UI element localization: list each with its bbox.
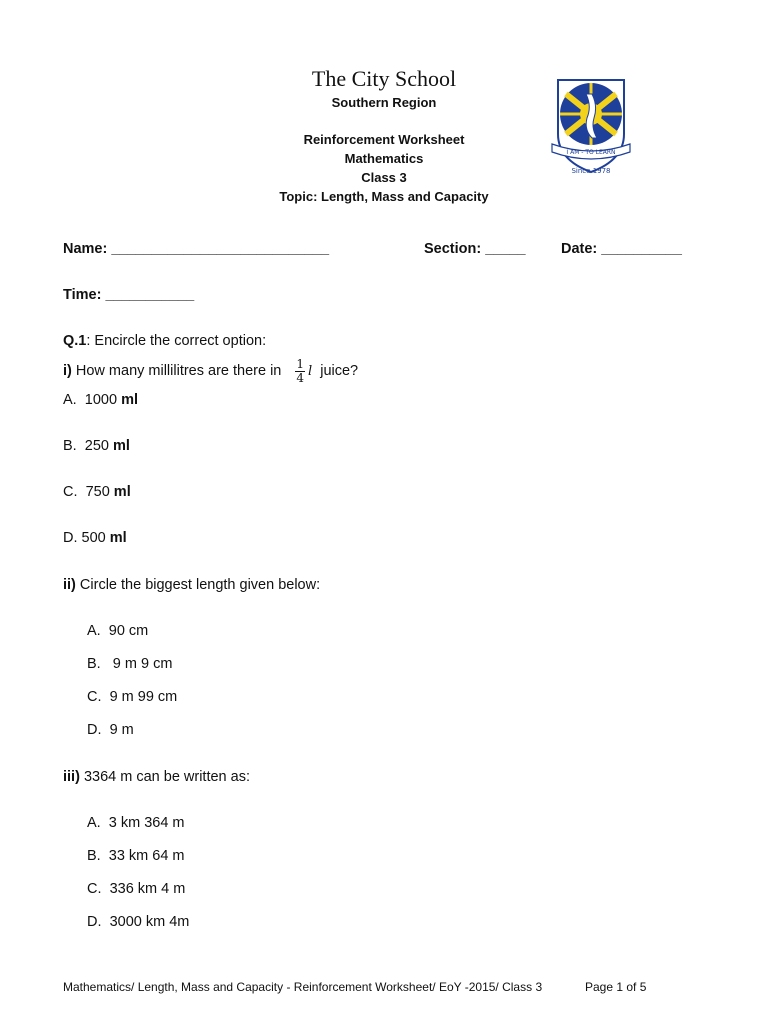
q1-heading <box>63 333 266 349</box>
option-letter: B. <box>63 438 77 454</box>
option-iii-c[interactable] <box>87 881 185 897</box>
class-label: Class 3 <box>361 170 407 185</box>
option-letter: D. <box>87 722 102 738</box>
option-letter: D. <box>63 530 78 546</box>
option-letter: A. <box>87 815 101 831</box>
option-text: 3000 km 4m <box>109 914 190 930</box>
time-field[interactable]: Time: ___________ <box>63 287 195 303</box>
litre-unit: l <box>308 364 313 379</box>
option-letter: C. <box>63 484 78 500</box>
q1-instruction: : Encircle the correct option: <box>86 333 267 349</box>
option-letter: C. <box>87 881 102 897</box>
name-field[interactable]: Name: ___________________________ <box>63 241 330 257</box>
section-field[interactable]: Section: _____ <box>424 241 526 257</box>
option-text: 336 km 4 m <box>109 881 186 897</box>
footer-text: Mathematics/ Length, Mass and Capacity - Reinforcement Worksheet/ EoY -2015/ Class 3 <box>63 980 543 994</box>
worksheet-label: Reinforcement Worksheet <box>303 132 465 147</box>
school-title: The City School <box>311 66 457 91</box>
option-ii-c[interactable] <box>87 689 177 705</box>
question-i-number: i) <box>63 363 72 379</box>
option-text: 9 m 99 cm <box>109 689 178 705</box>
question-ii <box>63 577 320 593</box>
question-i-tail: juice? <box>320 363 359 379</box>
option-i-a[interactable] <box>63 392 138 408</box>
option-value: 250 <box>84 438 109 454</box>
option-value: 750 <box>85 484 110 500</box>
question-i-text: How many millilitres are there in <box>71 363 282 379</box>
option-letter: A. <box>63 392 77 408</box>
option-text: 9 m <box>109 722 134 738</box>
topic-label: Topic: Length, Mass and Capacity <box>279 189 489 204</box>
option-i-b[interactable] <box>63 438 130 454</box>
option-unit: ml <box>113 438 130 454</box>
option-i-d[interactable] <box>63 530 127 546</box>
option-ii-a[interactable] <box>87 623 148 639</box>
question-i <box>63 355 358 388</box>
option-ii-b[interactable] <box>87 656 172 672</box>
q1-label: Q.1 <box>63 333 87 349</box>
fraction-denominator: 4 <box>296 370 305 385</box>
option-letter: B. <box>87 656 101 672</box>
question-iii <box>63 769 250 785</box>
option-letter: D. <box>87 914 102 930</box>
question-ii-number: ii) <box>63 577 76 593</box>
option-iii-a[interactable] <box>87 815 185 831</box>
school-logo <box>548 72 634 182</box>
option-text: 90 cm <box>108 623 149 639</box>
option-letter: A. <box>87 623 101 639</box>
region-label: Southern Region <box>331 95 437 110</box>
date-field[interactable]: Date: __________ <box>561 241 682 257</box>
option-iii-b[interactable] <box>87 848 185 864</box>
option-letter: C. <box>87 689 102 705</box>
fraction-numerator: 1 <box>296 356 305 371</box>
option-value: 1000 <box>84 392 118 408</box>
option-i-c[interactable] <box>63 484 131 500</box>
option-iii-d[interactable] <box>87 914 189 930</box>
question-ii-text: Circle the biggest length given below: <box>75 577 321 593</box>
option-text: 3 km 364 m <box>108 815 185 831</box>
question-iii-text: 3364 m can be written as: <box>79 769 250 785</box>
logo-since: Since 1978 <box>571 167 611 175</box>
option-ii-d[interactable] <box>87 722 134 738</box>
option-unit: ml <box>109 530 127 546</box>
option-text: 9 m 9 cm <box>112 656 173 672</box>
option-unit: ml <box>113 484 131 500</box>
page-number: Page 1 of 5 <box>585 980 647 994</box>
fraction <box>295 358 305 385</box>
option-unit: ml <box>121 392 138 408</box>
question-iii-number: iii) <box>63 769 80 785</box>
option-value: 500 <box>81 530 106 546</box>
option-text: 33 km 64 m <box>108 848 185 864</box>
logo-motto: I AM - TO LEARN <box>566 149 616 156</box>
option-letter: B. <box>87 848 101 864</box>
subject-label: Mathematics <box>344 151 424 166</box>
